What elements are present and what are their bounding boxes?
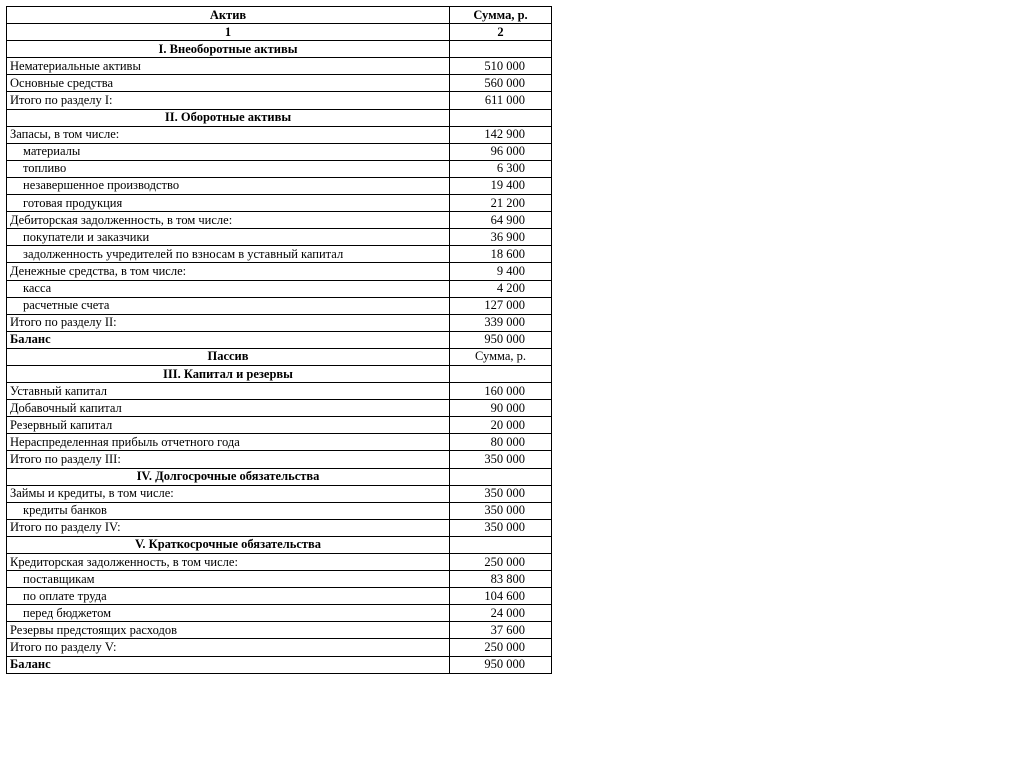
sub-item-label: перед бюджетом — [7, 605, 450, 622]
item-amount: 80 000 — [450, 434, 552, 451]
table-row — [7, 365, 552, 382]
sub-item-label: незавершенное производство — [7, 177, 450, 194]
table-row — [7, 75, 552, 92]
table-row — [7, 109, 552, 126]
sub-item-amount: 24 000 — [450, 605, 552, 622]
item-amount: 37 600 — [450, 622, 552, 639]
table-row — [7, 417, 552, 434]
table-row — [7, 160, 552, 177]
table-row — [7, 263, 552, 280]
item-amount: 250 000 — [450, 639, 552, 656]
column-header-value: Сумма, р. — [450, 7, 552, 24]
item-label: Кредиторская задолженность, в том числе: — [7, 554, 450, 571]
sub-item-amount: 36 900 — [450, 229, 552, 246]
sub-item-label: материалы — [7, 143, 450, 160]
item-amount: 560 000 — [450, 75, 552, 92]
balance-total-label: Баланс — [7, 331, 450, 348]
section-title: V. Краткосрочные обязательства — [7, 536, 450, 553]
column-header-value: 2 — [450, 24, 552, 41]
section-title: II. Оборотные активы — [7, 109, 450, 126]
table-row — [7, 314, 552, 331]
section-value-cell — [450, 536, 552, 553]
table-row — [7, 656, 552, 673]
item-amount: 90 000 — [450, 400, 552, 417]
balance-total-label: Баланс — [7, 656, 450, 673]
item-amount: 350 000 — [450, 485, 552, 502]
item-amount: 64 900 — [450, 212, 552, 229]
liabilities-header-label: Пассив — [7, 348, 450, 365]
table-row — [7, 554, 552, 571]
sub-item-amount: 4 200 — [450, 280, 552, 297]
column-header-label: Актив — [7, 7, 450, 24]
item-amount: 160 000 — [450, 383, 552, 400]
sub-item-amount: 83 800 — [450, 571, 552, 588]
table-row — [7, 519, 552, 536]
section-value-cell — [450, 365, 552, 382]
balance-total-value: 950 000 — [450, 656, 552, 673]
item-label: Добавочный капитал — [7, 400, 450, 417]
item-label: Итого по разделу III: — [7, 451, 450, 468]
item-amount: 20 000 — [450, 417, 552, 434]
sub-item-label: задолженность учредителей по взносам в уставный капитал — [7, 246, 450, 263]
table-row — [7, 434, 552, 451]
table-row — [7, 622, 552, 639]
item-label: Резервы предстоящих расходов — [7, 622, 450, 639]
sub-item-label: готовая продукция — [7, 195, 450, 212]
table-row — [7, 331, 552, 348]
item-label: Запасы, в том числе: — [7, 126, 450, 143]
item-label: Нераспределенная прибыль отчетного года — [7, 434, 450, 451]
sub-item-label: по оплате труда — [7, 588, 450, 605]
table-row — [7, 297, 552, 314]
item-amount: 250 000 — [450, 554, 552, 571]
column-header-label: 1 — [7, 24, 450, 41]
sub-item-label: касса — [7, 280, 450, 297]
item-label: Дебиторская задолженность, в том числе: — [7, 212, 450, 229]
table-row — [7, 143, 552, 160]
section-value-cell — [450, 109, 552, 126]
table-row — [7, 212, 552, 229]
table-row — [7, 605, 552, 622]
sub-item-amount: 104 600 — [450, 588, 552, 605]
table-row — [7, 92, 552, 109]
item-amount: 350 000 — [450, 451, 552, 468]
table-row — [7, 24, 552, 41]
table-row — [7, 41, 552, 58]
item-amount: 611 000 — [450, 92, 552, 109]
table-row — [7, 639, 552, 656]
table-row — [7, 383, 552, 400]
item-label: Нематериальные активы — [7, 58, 450, 75]
sub-item-amount: 18 600 — [450, 246, 552, 263]
table-row — [7, 7, 552, 24]
section-value-cell — [450, 468, 552, 485]
sub-item-amount: 350 000 — [450, 502, 552, 519]
item-amount: 339 000 — [450, 314, 552, 331]
section-title: IV. Долгосрочные обязательства — [7, 468, 450, 485]
item-label: Денежные средства, в том числе: — [7, 263, 450, 280]
table-row — [7, 280, 552, 297]
section-value-cell — [450, 41, 552, 58]
table-row — [7, 400, 552, 417]
section-title: I. Внеоборотные активы — [7, 41, 450, 58]
table-row — [7, 536, 552, 553]
balance-total-value: 950 000 — [450, 331, 552, 348]
sub-item-label: топливо — [7, 160, 450, 177]
item-label: Итого по разделу V: — [7, 639, 450, 656]
table-row — [7, 468, 552, 485]
table-row — [7, 348, 552, 365]
table-row — [7, 126, 552, 143]
section-title: III. Капитал и резервы — [7, 365, 450, 382]
table-row — [7, 571, 552, 588]
item-amount: 9 400 — [450, 263, 552, 280]
item-label: Резервный капитал — [7, 417, 450, 434]
item-label: Итого по разделу IV: — [7, 519, 450, 536]
item-label: Уставный капитал — [7, 383, 450, 400]
item-amount: 510 000 — [450, 58, 552, 75]
item-label: Итого по разделу I: — [7, 92, 450, 109]
table-row — [7, 502, 552, 519]
table-row — [7, 195, 552, 212]
sub-item-amount: 96 000 — [450, 143, 552, 160]
table-row — [7, 451, 552, 468]
sub-item-label: расчетные счета — [7, 297, 450, 314]
table-row — [7, 485, 552, 502]
sub-item-amount: 127 000 — [450, 297, 552, 314]
sub-item-amount: 6 300 — [450, 160, 552, 177]
sub-item-amount: 21 200 — [450, 195, 552, 212]
table-row — [7, 229, 552, 246]
item-label: Итого по разделу II: — [7, 314, 450, 331]
item-label: Основные средства — [7, 75, 450, 92]
table-row — [7, 588, 552, 605]
item-amount: 350 000 — [450, 519, 552, 536]
sub-item-amount: 19 400 — [450, 177, 552, 194]
balance-sheet-table — [6, 6, 552, 674]
sub-item-label: поставщикам — [7, 571, 450, 588]
sub-item-label: покупатели и заказчики — [7, 229, 450, 246]
table-row — [7, 246, 552, 263]
table-row — [7, 58, 552, 75]
item-label: Займы и кредиты, в том числе: — [7, 485, 450, 502]
table-row — [7, 177, 552, 194]
balance-sheet-body — [7, 7, 552, 674]
liabilities-header-value: Сумма, р. — [450, 348, 552, 365]
item-amount: 142 900 — [450, 126, 552, 143]
sub-item-label: кредиты банков — [7, 502, 450, 519]
